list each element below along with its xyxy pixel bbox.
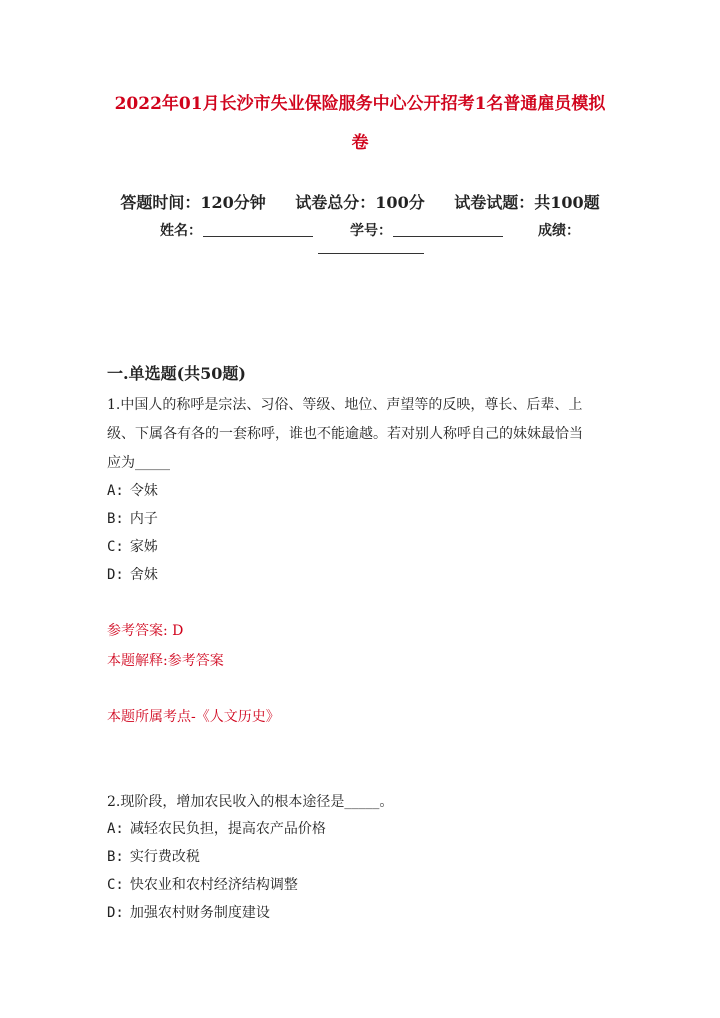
question-1-line3: 应为_____: [107, 455, 170, 471]
student-id-label: 学号：: [350, 223, 392, 239]
option-text: 令妹: [129, 483, 158, 499]
question-1-option-c: [107, 536, 158, 556]
score-label: 成绩：: [538, 223, 580, 239]
option-text: 快农业和农村经济结构调整: [129, 877, 298, 893]
question-1-answer: 参考答案: D: [107, 623, 184, 639]
question-1-line2: 级、下属各有各的一套称呼，谁也不能逾越。若对别人称呼自己的妹妹最恰当: [107, 426, 583, 442]
option-text: 实行费改税: [129, 849, 200, 865]
exam-title-line1: 2022年01月长沙市失业保险服务中心公开招考1名普通雇员模拟: [114, 94, 606, 114]
option-text: 家姊: [129, 539, 158, 555]
question-1-topic: 本题所属考点-《人文历史》: [107, 709, 280, 725]
question-2-option-a: [107, 818, 326, 838]
option-label: C:: [107, 539, 124, 555]
option-text: 减轻农民负担，提高农产品价格: [129, 821, 326, 837]
student-fields: [0, 220, 720, 240]
exam-title-line2: 卷: [351, 133, 369, 153]
option-label: A:: [107, 483, 124, 499]
section-heading: 一.单选题(共50题): [107, 364, 246, 383]
student-id-blank: [393, 236, 503, 237]
exam-total-score: 试卷总分：100分: [295, 193, 425, 212]
option-label: D:: [107, 567, 124, 583]
name-label: 姓名：: [160, 223, 202, 239]
question-2-line1: 2.现阶段，增加农民收入的根本途径是_____。: [107, 794, 394, 810]
exam-meta: [0, 190, 720, 213]
name-blank: [203, 236, 313, 237]
question-1-line1: 1.中国人的称呼是宗法、习俗、等级、地位、声望等的反映，尊长、后辈、上: [107, 397, 583, 413]
score-blank: [318, 253, 424, 254]
question-2-option-c: [107, 874, 298, 894]
option-label: D:: [107, 905, 124, 921]
option-label: B:: [107, 849, 124, 865]
option-label: C:: [107, 877, 124, 893]
option-text: 加强农村财务制度建设: [129, 905, 270, 921]
option-label: A:: [107, 821, 124, 837]
exam-time: 答题时间：120分钟: [120, 193, 266, 212]
question-2-option-b: [107, 846, 200, 866]
option-text: 内子: [129, 511, 158, 527]
question-1-explanation: 本题解释:参考答案: [107, 653, 224, 669]
option-label: B:: [107, 511, 124, 527]
question-1-option-d: [107, 564, 158, 584]
question-1-option-b: [107, 508, 158, 528]
option-text: 舍妹: [129, 567, 158, 583]
question-2-option-d: [107, 902, 270, 922]
question-1-option-a: [107, 480, 158, 500]
exam-question-count: 试卷试题：共100题: [454, 193, 600, 212]
